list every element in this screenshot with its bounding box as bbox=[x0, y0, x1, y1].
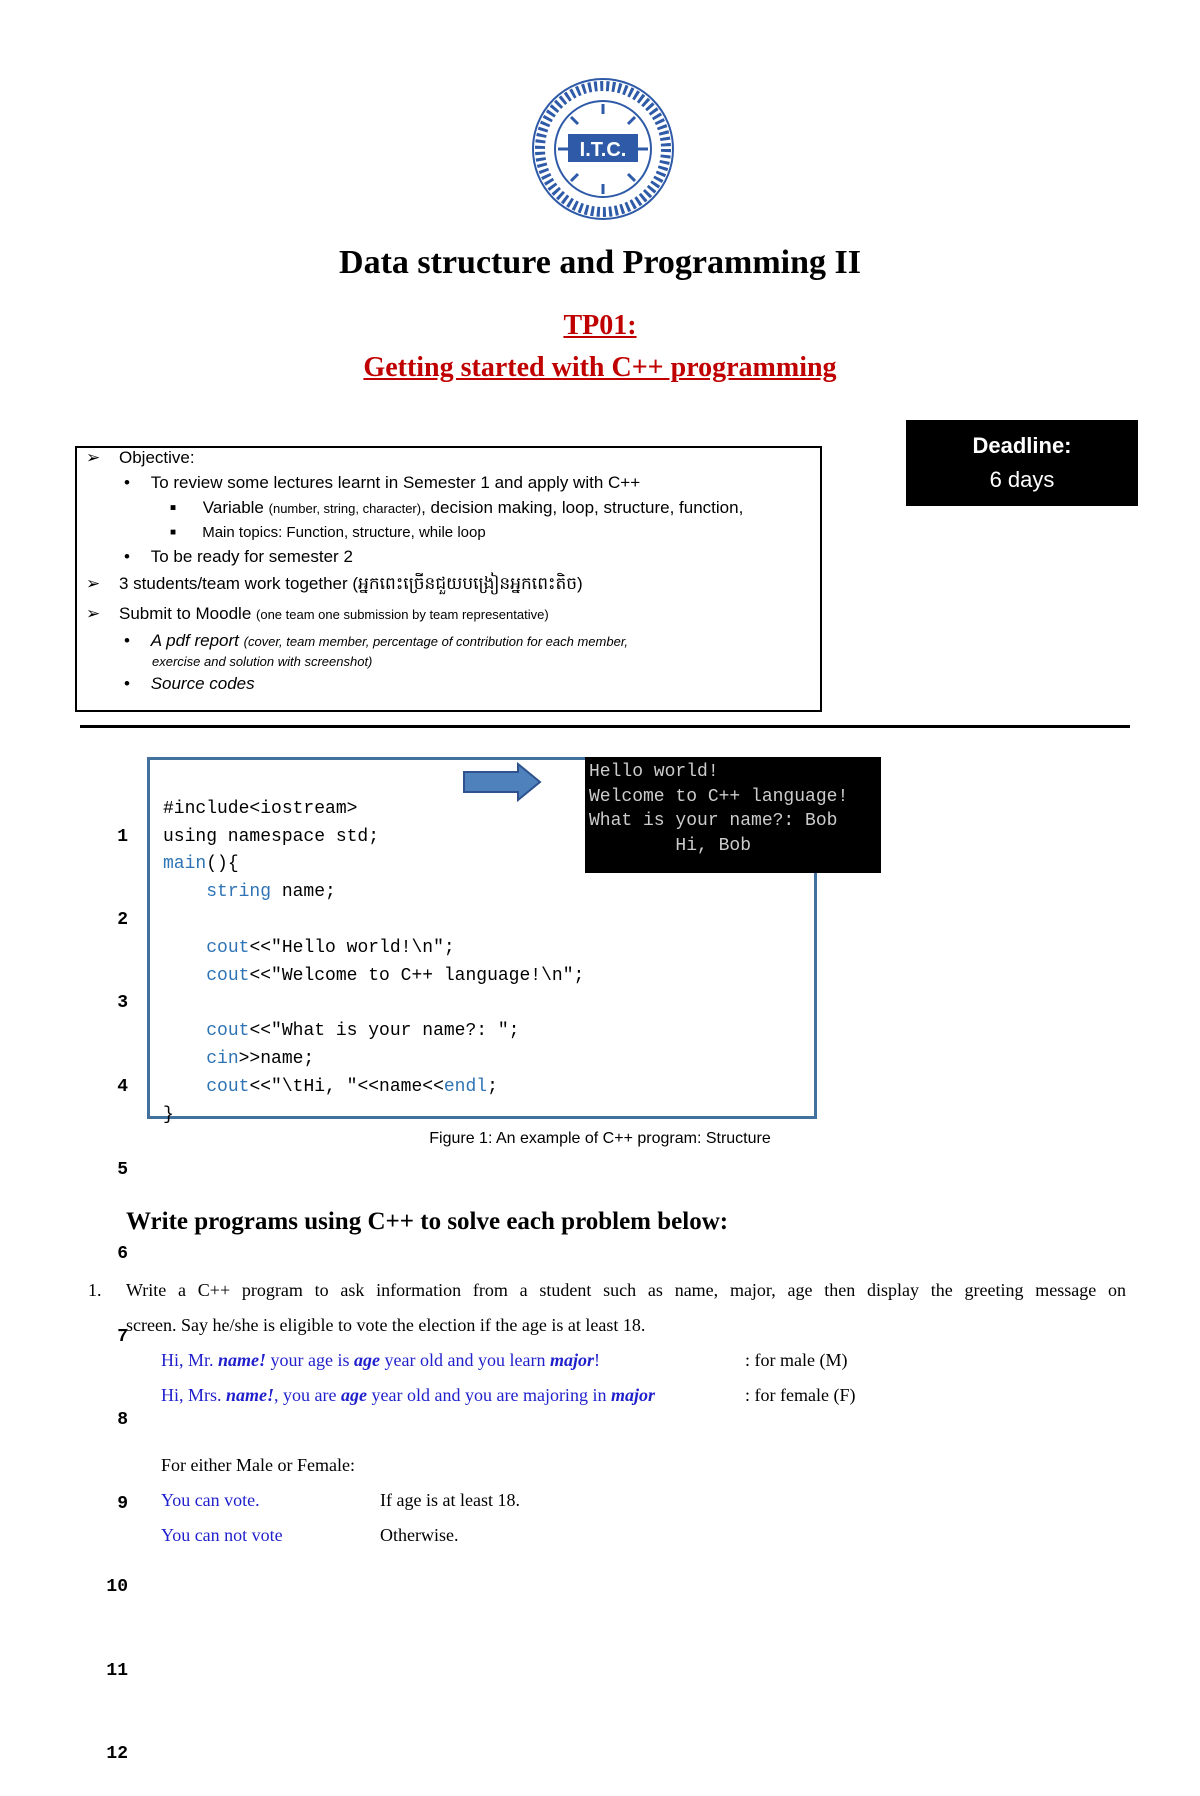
objective-heading: Objective: bbox=[118, 448, 195, 467]
deadline-label: Deadline: bbox=[972, 433, 1072, 458]
console-line: Welcome to C++ language! bbox=[589, 786, 849, 807]
objective-heading-row bbox=[86, 446, 195, 470]
console-line: Hello world! bbox=[589, 762, 719, 782]
deadline-badge bbox=[906, 420, 1138, 506]
line-number: 2 bbox=[117, 909, 128, 930]
console-output bbox=[585, 757, 881, 873]
main-topics-text: Main topics: Function, structure, while loop bbox=[202, 524, 486, 541]
figure-caption: Figure 1: An example of C++ program: Structure bbox=[429, 1130, 771, 1147]
code-line-8 bbox=[163, 990, 584, 1018]
source-codes-row bbox=[124, 672, 255, 696]
vote-no-condition: Otherwise. bbox=[380, 1525, 459, 1545]
submit-row bbox=[86, 602, 549, 627]
code-line-10: cin>>name; bbox=[206, 1048, 315, 1069]
objective-subitem-topics bbox=[170, 521, 486, 545]
horizontal-divider bbox=[80, 725, 1130, 728]
pdf-report-row bbox=[124, 629, 628, 654]
variable-types: (number, string, character) bbox=[268, 501, 422, 516]
bullet-icon: • bbox=[124, 631, 130, 650]
square-bullet-icon: ■ bbox=[170, 502, 177, 514]
code-listing bbox=[163, 768, 584, 1157]
line-number: 8 bbox=[117, 1410, 128, 1431]
subtitle-topic: Getting started with C++ programming bbox=[363, 352, 837, 383]
svg-text:I.T.C.: I.T.C. bbox=[579, 139, 627, 161]
bullet-icon: • bbox=[124, 547, 130, 566]
line-number: 1 bbox=[117, 826, 128, 847]
line-number: 11 bbox=[106, 1660, 128, 1681]
line-number: 5 bbox=[117, 1160, 128, 1181]
vote-no-message: You can not vote bbox=[161, 1525, 283, 1545]
objective-item-review-text: To review some lectures learnt in Semester 1 and apply with C++ bbox=[150, 473, 641, 492]
bullet-icon: • bbox=[124, 473, 130, 492]
vote-yes-condition: If age is at least 18. bbox=[380, 1490, 520, 1510]
male-note: : for male (M) bbox=[745, 1350, 848, 1370]
submit-note: (one team one submission by team representative) bbox=[256, 607, 549, 622]
female-note: : for female (F) bbox=[745, 1385, 856, 1405]
console-line: What is your name?: Bob bbox=[589, 811, 838, 831]
objective-item-review bbox=[124, 471, 640, 495]
pdf-report-note-2: exercise and solution with screenshot) bbox=[152, 654, 373, 669]
line-number: 7 bbox=[117, 1326, 128, 1347]
pdf-report-text: A pdf report bbox=[150, 631, 239, 650]
code-line-1: #include<iostream> bbox=[163, 798, 358, 819]
objective-item-ready bbox=[124, 545, 353, 569]
vote-yes-message: You can vote. bbox=[161, 1490, 260, 1510]
page-title: Data structure and Programming II bbox=[339, 244, 861, 281]
pdf-report-note-1: (cover, team member, percentage of contribution for each member, bbox=[243, 634, 629, 649]
line-number: 9 bbox=[117, 1493, 128, 1514]
subtitle-tp: TP01: bbox=[563, 310, 637, 341]
console-line: Hi, Bob bbox=[589, 835, 752, 856]
code-line-12: } bbox=[163, 1104, 174, 1125]
arrow-bullet-icon: ➢ bbox=[86, 574, 101, 593]
code-line-4: string name; bbox=[206, 882, 336, 903]
code-line-11: cout<<"\tHi, "<<name<<endl; bbox=[206, 1076, 498, 1097]
code-line-7: cout<<"Welcome to C++ language!\n"; bbox=[206, 965, 585, 986]
source-codes-text: Source codes bbox=[150, 674, 255, 693]
code-line-6: cout<<"Hello world!\n"; bbox=[206, 937, 455, 958]
arrow-bullet-icon: ➢ bbox=[86, 604, 101, 623]
objective-subitem-variable bbox=[170, 496, 743, 521]
code-line-2: using namespace std; bbox=[163, 826, 380, 847]
itc-logo bbox=[528, 76, 678, 222]
male-greeting: Hi, Mr. name! your age is age year old and you learn major! bbox=[161, 1350, 600, 1370]
code-line-5 bbox=[163, 907, 584, 935]
team-khmer-text: (អ្នកពេះច្រើនជួយបង្រៀនអ្នកពេះតិច) bbox=[352, 574, 583, 593]
problem-text-line-1: Write a C++ program to ask information from a student such as name, major, age then display the greeting message on bbox=[126, 1280, 1126, 1300]
section-heading: Write programs using C++ to solve each problem below: bbox=[126, 1208, 729, 1235]
problem-text-line-2: screen. Say he/she is eligible to vote the election if the age is at least 18. bbox=[126, 1315, 646, 1335]
line-number: 12 bbox=[106, 1743, 128, 1764]
objective-item-ready-text: To be ready for semester 2 bbox=[150, 547, 353, 566]
line-number: 6 bbox=[117, 1243, 128, 1264]
square-bullet-icon: ■ bbox=[170, 527, 177, 539]
team-text: 3 students/team work together bbox=[118, 574, 348, 593]
line-number: 10 bbox=[106, 1577, 128, 1598]
code-line-9: cout<<"What is your name?: "; bbox=[206, 1021, 520, 1042]
code-line-3: main(){ bbox=[163, 854, 239, 875]
submit-text: Submit to Moodle bbox=[118, 604, 252, 623]
problem-number: 1. bbox=[88, 1280, 102, 1300]
female-greeting: Hi, Mrs. name!, you are age year old and you are majoring in major bbox=[161, 1385, 655, 1405]
deadline-value: 6 days bbox=[989, 467, 1055, 492]
team-row bbox=[86, 572, 583, 596]
line-number: 4 bbox=[117, 1076, 128, 1097]
line-number: 3 bbox=[117, 993, 128, 1014]
bullet-icon: • bbox=[124, 674, 130, 693]
variable-label: Variable bbox=[202, 498, 264, 517]
arrow-bullet-icon: ➢ bbox=[86, 448, 101, 467]
either-label: For either Male or Female: bbox=[161, 1455, 355, 1475]
variable-rest: , decision making, loop, structure, function, bbox=[421, 498, 744, 517]
arrow-right-icon bbox=[462, 762, 542, 807]
